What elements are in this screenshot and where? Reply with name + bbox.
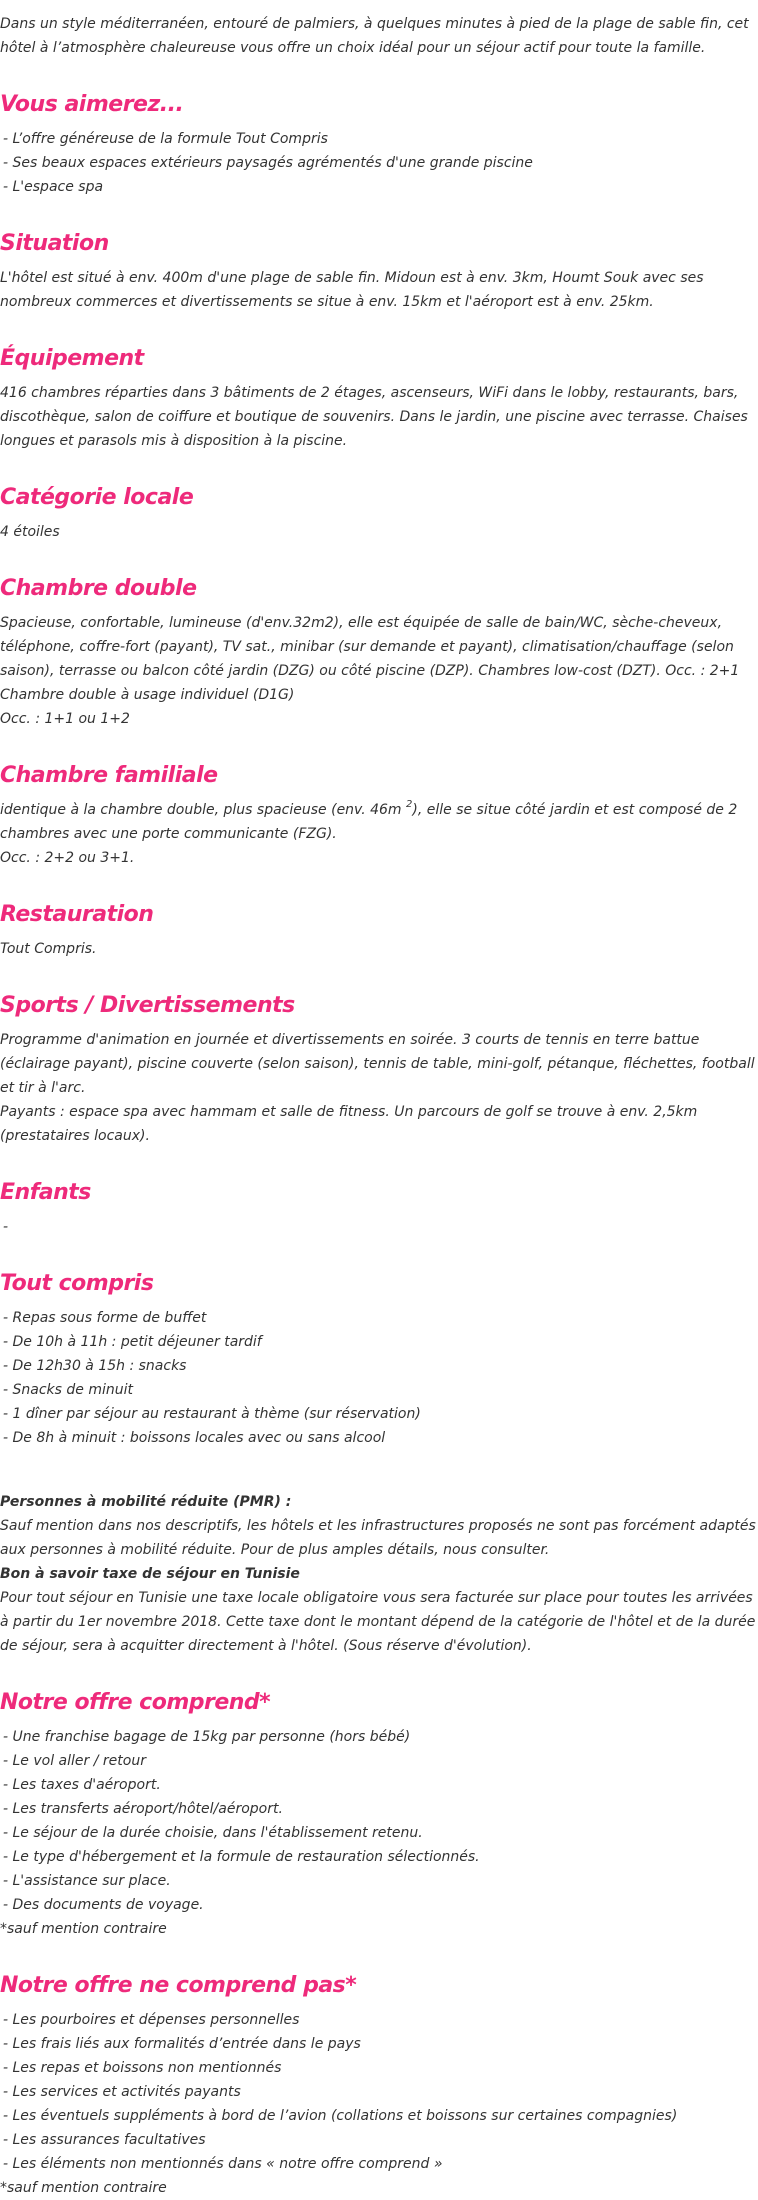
chambre-double-individuel: Chambre double à usage individuel (D1G) — [0, 687, 295, 703]
section-title-chambre-familiale: Chambre familiale — [0, 763, 218, 788]
situation-text: L'hôtel est situé à env. 400m d'une plage de sable fin. Midoun est à env. 3km, Houmt Souk avec ses nombreux commerces et divertissements se situe à env. 15km et l'aéroport est à env. 25km. — [0, 270, 704, 310]
list-item: - Les repas et boissons non mentionnés — [3, 2060, 282, 2076]
list-item: - Les pourboires et dépenses personnelles — [3, 2012, 300, 2028]
enfants-text: - — [3, 1219, 9, 1235]
section-title-enfants: Enfants — [0, 1180, 91, 1205]
list-item: - Les taxes d'aéroport. — [3, 1777, 161, 1793]
section-title-offre-comprend: Notre offre comprend* — [0, 1690, 271, 1715]
sports-text: Programme d'animation en journée et divertissements en soirée. 3 courts de tennis en terre battue (éclairage payant), piscine couverte (selon saison), tennis de table, mini-golf, pétanque, fléchettes, football et tir à l'arc. — [0, 1032, 755, 1096]
list-item: - Snacks de minuit — [3, 1382, 133, 1398]
list-item: - Repas sous forme de buffet — [3, 1310, 207, 1326]
sports-payants: Payants : espace spa avec hammam et salle de fitness. Un parcours de golf se trouve à env. 2,5km (prestataires locaux). — [0, 1104, 698, 1144]
section-sports — [0, 992, 758, 1148]
tout-compris-list — [0, 1306, 758, 1450]
section-title-equipement: Équipement — [0, 346, 144, 371]
list-item: - Les services et activités payants — [3, 2084, 241, 2100]
section-title-vous-aimerez: Vous aimerez... — [0, 92, 184, 117]
list-item: - L'espace spa — [3, 179, 104, 195]
list-item: - L'assistance sur place. — [3, 1873, 171, 1889]
list-item: - Le séjour de la durée choisie, dans l'établissement retenu. — [3, 1825, 423, 1841]
vous-aimerez-list — [0, 127, 758, 199]
list-item: - Ses beaux espaces extérieurs paysagés agrémentés d'une grande piscine — [3, 155, 533, 171]
list-item: - De 8h à minuit : boissons locales avec ou sans alcool — [3, 1430, 386, 1446]
list-item: - Le vol aller / retour — [3, 1753, 146, 1769]
section-title-restauration: Restauration — [0, 902, 154, 927]
intro-text: Dans un style méditerranéen, entouré de palmiers, à quelques minutes à pied de la plage de sable fin, cet hôtel à l’atmosphère chaleureuse vous offre un choix idéal pour un séjour actif pour toute la famille. — [0, 16, 749, 56]
section-title-sports: Sports / Divertissements — [0, 993, 295, 1018]
section-vous-aimerez — [0, 91, 758, 199]
section-title-offre-ne-comprend-pas: Notre offre ne comprend pas* — [0, 1973, 357, 1998]
list-item: - Une franchise bagage de 15kg par personne (hors bébé) — [3, 1729, 411, 1745]
offre-ne-comprend-pas-note: *sauf mention contraire — [0, 2180, 167, 2196]
list-item: - Des documents de voyage. — [3, 1897, 204, 1913]
section-chambre-double — [0, 575, 758, 731]
section-categorie — [0, 484, 758, 544]
section-pmr — [0, 1490, 758, 1658]
pmr-text: Sauf mention dans nos descriptifs, les hôtels et les infrastructures proposés ne sont pas forcément adaptés aux personnes à mobilité réduite. Pour de plus amples détails, nous consulter. — [0, 1518, 756, 1558]
superscript: 2 — [406, 799, 413, 811]
section-offre-ne-comprend-pas — [0, 1972, 758, 2200]
taxe-heading: Bon à savoir taxe de séjour en Tunisie — [0, 1566, 300, 1582]
chambre-familiale-text-end: ), elle se situe côté jardin et est composé de 2 chambres avec une porte communicante (FZG). — [0, 802, 738, 842]
list-item: - 1 dîner par séjour au restaurant à thème (sur réservation) — [3, 1406, 421, 1422]
list-item: - Les assurances facultatives — [3, 2132, 206, 2148]
section-offre-comprend — [0, 1689, 758, 1941]
hotel-description — [0, 12, 758, 2200]
section-title-situation: Situation — [0, 231, 109, 256]
taxe-text: Pour tout séjour en Tunisie une taxe locale obligatoire vous sera facturée sur place pour toutes les arrivées à partir du 1er novembre 2018. Cette taxe dont le montant dépend de la catégorie de l'hôtel et de la durée de séjour, sera à acquitter directement à l'hôtel. (Sous réserve d'évolution). — [0, 1590, 756, 1654]
chambre-familiale-occupation: Occ. : 2+2 ou 3+1. — [0, 850, 135, 866]
list-item: - Le type d'hébergement et la formule de restauration sélectionnés. — [3, 1849, 480, 1865]
section-restauration — [0, 901, 758, 961]
section-title-tout-compris: Tout compris — [0, 1271, 154, 1296]
list-item: - Les éléments non mentionnés dans « notre offre comprend » — [3, 2156, 443, 2172]
equipement-text: 416 chambres réparties dans 3 bâtiments de 2 étages, ascenseurs, WiFi dans le lobby, restaurants, bars, discothèque, salon de coiffure et boutique de souvenirs. Dans le jardin, une piscine avec terrasse. Chaises longues et parasols mis à disposition à la piscine. — [0, 385, 748, 449]
list-item: - Les éventuels suppléments à bord de l’avion (collations et boissons sur certaines compagnies) — [3, 2108, 678, 2124]
section-equipement — [0, 345, 758, 453]
list-item: - De 10h à 11h : petit déjeuner tardif — [3, 1334, 262, 1350]
section-situation — [0, 230, 758, 314]
section-chambre-familiale — [0, 762, 758, 870]
offre-comprend-note: *sauf mention contraire — [0, 1921, 167, 1937]
chambre-double-occupation: Occ. : 1+1 ou 1+2 — [0, 711, 130, 727]
section-enfants — [0, 1179, 758, 1239]
offre-ne-comprend-pas-list — [0, 2008, 758, 2176]
restauration-text: Tout Compris. — [0, 941, 97, 957]
offre-comprend-list — [0, 1725, 758, 1917]
section-title-chambre-double: Chambre double — [0, 576, 197, 601]
chambre-familiale-text — [0, 798, 758, 846]
categorie-text: 4 étoiles — [0, 524, 60, 540]
section-tout-compris — [0, 1270, 758, 1450]
list-item: - Les transferts aéroport/hôtel/aéroport. — [3, 1801, 283, 1817]
list-item: - L’offre généreuse de la formule Tout Compris — [3, 131, 328, 147]
enfants-list — [0, 1215, 758, 1239]
pmr-heading: Personnes à mobilité réduite (PMR) : — [0, 1494, 292, 1510]
list-item: - Les frais liés aux formalités d’entrée dans le pays — [3, 2036, 361, 2052]
chambre-double-text: Spacieuse, confortable, lumineuse (d'env.32m2), elle est équipée de salle de bain/WC, sèche-cheveux, téléphone, coffre-fort (payant), TV sat., minibar (sur demande et payant), climatisation/chauffage (selon saison), terrasse ou balcon côté jardin (DZG) ou côté piscine (DZP). Chambres low-cost (DZT). Occ. : 2+1 — [0, 615, 740, 679]
list-item: - De 12h30 à 15h : snacks — [3, 1358, 187, 1374]
section-title-categorie: Catégorie locale — [0, 485, 194, 510]
chambre-familiale-text-start: identique à la chambre double, plus spacieuse (env. 46m — [0, 802, 406, 818]
